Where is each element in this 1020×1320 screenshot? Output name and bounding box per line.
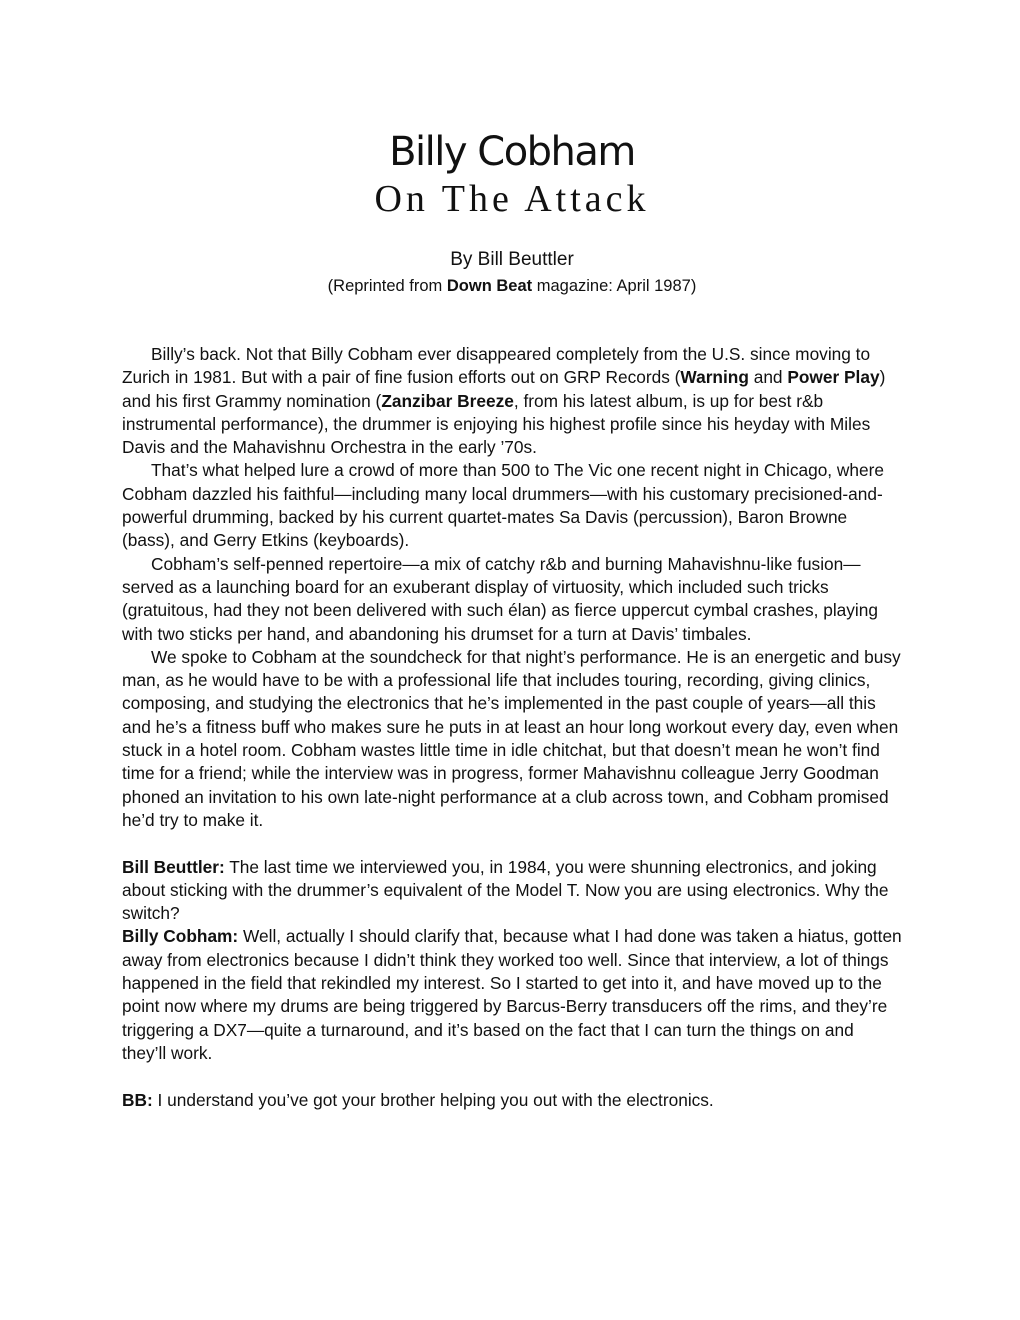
reprint-note [122, 275, 902, 297]
p1-text-d: , from his latest album, is up for best r&b instrumental performance), the drummer is enjoying his highest profile since his heyday with Miles Davis and the Mahavishnu Orchestra in the early ’70s. [122, 390, 871, 458]
spacer [122, 832, 902, 855]
speaker-label: Bill Beuttler: [122, 856, 225, 877]
interview-question-1 [122, 856, 902, 926]
article-subtitle: On The Attack [374, 178, 650, 220]
spacer [122, 1065, 902, 1088]
reprint-magazine: Down Beat [446, 277, 533, 295]
album-warning: Warning [680, 367, 749, 388]
paragraph-4: We spoke to Cobham at the soundcheck for that night’s performance. He is an energetic and busy man, as he would have to be with a professional life that includes touring, recording, giving clinics, composing, and studying the electronics that he’s implemented in the past couple of years—all this and he’s a fitness buff who makes sure he puts in at least an hour long workout every day, even when stuck in a hotel room. Cobham wastes little time in idle chitchat, but that doesn’t mean he won’t find time for a friend; while the interview was in progress, former Mahavishnu colleague Jerry Goodman phoned an invitation to his own late-night performance at a club across town, and Cobham promised he’d try to make it. [122, 646, 901, 830]
article-body [122, 343, 902, 1112]
byline: By Bill Beuttler [450, 249, 574, 270]
interview-question-2 [122, 1089, 902, 1112]
question-text: I understand you’ve got your brother helping you out with the electronics. [152, 1089, 714, 1110]
album-zanzibar-breeze: Zanzibar Breeze [381, 390, 514, 411]
answer-text: Well, actually I should clarify that, because what I had done was taken a hiatus, gotten away from electronics because I didn’t think they worked too well. Since that interview, a lot of things happened in the field that rekindled my interest. So I started to get into it, and have moved up to the point now where my drums are being triggered by Barcus-Berry transducers off the rims, and they’re triggering a DX7—quite a turnaround, and it’s based on the fact that I can turn the things on and they’ll work. [122, 926, 902, 1063]
p1-text-b: and [748, 367, 788, 388]
paragraph-3: Cobham’s self-penned repertoire—a mix of catchy r&b and burning Mahavishnu-like fusion—served as a launching board for an exuberant display of virtuosity, which included such tricks (gratuitous, had they not been delivered with such élan) as fierce uppercut cymbal crashes, playing with two sticks per hand, and abandoning his drumset for a turn at Davis’ timbales. [122, 553, 878, 644]
p1-text-c: ) and his first Grammy nomination ( [122, 367, 886, 411]
speaker-label: Billy Cobham: [122, 926, 239, 947]
speaker-label: BB: [122, 1089, 153, 1110]
paragraph-2: That’s what helped lure a crowd of more than 500 to The Vic one recent night in Chicago, where Cobham dazzled his faithful—including many local drummers—with his customary precisioned-and-powerful drumming, backed by his current quartet-mates Sa Davis (percussion), Baron Browne (bass), and Gerry Etkins (keyboards). [122, 460, 884, 551]
article-title: Billy Cobham [389, 129, 635, 175]
paragraph-1 [122, 343, 902, 459]
reprint-prefix: (Reprinted from [327, 277, 447, 295]
reprint-suffix: magazine: April 1987) [532, 277, 697, 295]
album-power-play: Power Play [787, 367, 880, 388]
question-text: The last time we interviewed you, in 1984, you were shunning electronics, and joking about sticking with the drummer’s equivalent of the Model T. Now you are using electronics. Why the switch? [122, 856, 889, 924]
p1-text-a: Billy’s back. Not that Billy Cobham ever disappeared completely from the U.S. since moving to Zurich in 1981. But with a pair of fine fusion efforts out on GRP Records ( [122, 344, 871, 388]
interview-answer-1 [122, 925, 902, 1065]
